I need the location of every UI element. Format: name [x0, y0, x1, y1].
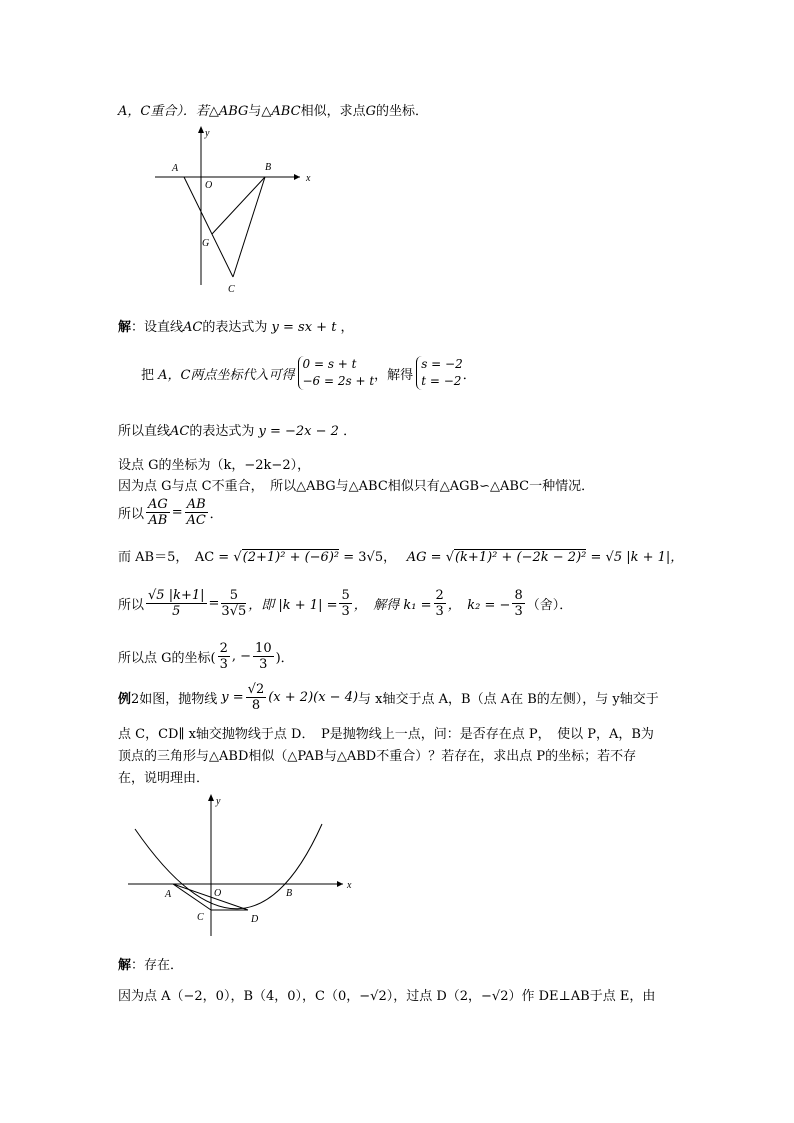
intro-text-1: A，C重合）．若△: [118, 104, 219, 119]
ex2-line1: [118, 682, 659, 713]
fig1-label-y: y: [205, 128, 210, 139]
frac-den: 3: [219, 657, 228, 672]
frac-num: AG: [148, 497, 168, 512]
line3-c: 的表达式为: [189, 424, 255, 439]
fraction-9: [253, 641, 274, 672]
line3-b: AC: [170, 424, 190, 439]
intro-text-6: G: [365, 104, 376, 119]
frac-den: 5: [172, 604, 181, 619]
sol1-heading: 解: [118, 320, 132, 335]
intro-line: [118, 100, 428, 119]
sub-solve: ，解得: [374, 367, 414, 383]
sol2-text-1: ：存在．: [131, 958, 184, 973]
ex2-line4: 在，说明理由．: [118, 771, 210, 786]
ex2-label: 例: [118, 692, 132, 707]
sol1-substitution: 把 A，C两点坐标代入可得 0 = s + t −6 = 2s + t ，解得 s = −2 t = −2 ．: [141, 357, 476, 388]
sol1-line4: 设点 G的坐标为（k，−2k−2），: [118, 458, 311, 473]
sub-pre: 把: [141, 367, 155, 383]
system-2-row-1: s = −2: [421, 357, 463, 371]
figure-1-triangle: [150, 122, 320, 297]
frac-den: AC: [186, 513, 206, 528]
frac-num: 2: [219, 641, 228, 656]
frac-num: AB: [186, 497, 206, 512]
fig1-y-arrow-icon: [198, 126, 204, 133]
fraction-8: [218, 641, 230, 672]
frac-den: 3: [341, 604, 350, 619]
ac-root: (2+1)² + (−6)²: [242, 550, 340, 565]
frac-den: AB: [148, 513, 168, 528]
fig2-label-x: x: [347, 880, 352, 891]
ag-pre: AG =: [406, 550, 442, 565]
sol1-text-1: ：设直线: [131, 320, 184, 335]
frac-den: 3: [259, 657, 268, 672]
line8-k2: ， k₂ = −: [447, 598, 511, 613]
intro-text-2: ABG: [218, 104, 249, 119]
fig1-label-A: A: [172, 163, 179, 174]
system-1-row-1: 0 = s + t: [302, 357, 357, 371]
sol1-equation: y = sx + t: [271, 320, 337, 335]
ex2-fraction: [246, 682, 267, 713]
fraction-5: [339, 588, 351, 619]
sol1-line7: 而 AB＝5， AC = √(2+1)² + (−6)² = 3√5， AG = √(k+1)² + (−2k − 2)² = √5 |k + 1|，: [118, 550, 684, 565]
line9-pre: 所以点 G的坐标(: [118, 651, 216, 666]
sol1-line1: 解：设直线AC的表达式为 y = sx + t ，: [118, 320, 354, 335]
fig2-label-B: B: [286, 888, 293, 899]
fig2-y-arrow-icon: [208, 794, 214, 801]
line8-mid: ，即 |k + 1| =: [248, 598, 338, 613]
fig1-line-BC: [233, 177, 265, 277]
fig2-x-arrow-icon: [337, 881, 343, 887]
system-2-row-2: t = −2: [421, 374, 462, 388]
line7-pre: 而 AB＝5， AC =: [118, 550, 230, 565]
ex2-line3: 顶点的三角形与△ABD相似（△PAB与△ABD不重合）？若存在，求出点 P的坐标；若不存: [118, 749, 637, 764]
fraction-7: [512, 588, 524, 619]
fraction-6: [434, 588, 446, 619]
line3-a: 所以直线: [118, 424, 171, 439]
intro-text-7: 的坐标．: [375, 104, 428, 119]
ag-eq: = √5 |k + 1|，: [590, 550, 684, 565]
line9-mid: , −: [231, 649, 252, 664]
frac-den: 3: [435, 604, 444, 619]
fig2-label-y: y: [216, 796, 221, 807]
frac-num: 2: [435, 588, 444, 603]
line8-pre: 所以: [118, 598, 145, 613]
intro-text-5: 相似，求点: [300, 104, 366, 119]
ex2-line2: 点 C，CD∥ x轴交抛物线于点 D． P是抛物线上一点，问：是否存在点 P， 使以 P，A，B为: [118, 727, 654, 742]
sol1-line3: 所以直线AC的表达式为 y = −2x − 2 ．: [118, 424, 357, 439]
fraction-3: [146, 588, 207, 619]
frac-num: √5 |k+1|: [148, 588, 205, 603]
line8-end: （舍）．: [526, 598, 573, 613]
frac-num: √2: [247, 682, 265, 697]
fig2-line-AC: [173, 884, 211, 910]
system-1-row-2: −6 = 2s + t: [302, 374, 375, 388]
frac-num: 5: [341, 588, 350, 603]
fig1-label-x: x: [306, 173, 311, 184]
system-1: [298, 356, 375, 390]
frac-den: 8: [251, 698, 261, 713]
fig2-label-D: D: [251, 914, 259, 925]
ac-eq: = 3√5，: [343, 550, 390, 565]
sol1-line5: 因为点 G与点 C不重合， 所以△ABG与△ABC相似只有△AGB∽△ABC一种情况．: [118, 479, 595, 494]
fig2-label-C: C: [197, 912, 204, 923]
fig2-label-O: O: [214, 888, 222, 899]
fraction-ab-ac: [185, 497, 208, 528]
fig1-label-C: C: [228, 284, 235, 295]
line9-end: )．: [275, 651, 294, 666]
sol2-line1: [118, 954, 183, 973]
fig1-label-B: B: [265, 162, 272, 173]
fig1-line-BG: [212, 177, 265, 234]
sol1-line6: 所以 $\frac{AG}{AB}$ = $\frac{AB}{AC}$ ．: [118, 497, 223, 528]
fig1-label-O: O: [205, 180, 213, 191]
fig1-x-arrow-icon: [294, 174, 300, 180]
intro-text-3: 与△: [248, 104, 272, 119]
fig1-label-G: G: [202, 238, 210, 249]
ex2-eq-post: (x + 2)(x − 4): [268, 690, 359, 705]
fraction-ag-ab: [146, 497, 170, 528]
figure-2-parabola: [125, 792, 355, 942]
fig1-line-AC: [184, 177, 233, 277]
fraction-4: [221, 588, 246, 619]
frac-den: 3: [514, 604, 523, 619]
ag-root: (k+1)² + (−2k − 2)²: [454, 550, 587, 565]
fig2-label-A: A: [165, 889, 172, 900]
sol2-heading: 解: [118, 958, 132, 973]
sol1-line8: 所以 $\frac{√5 |k+1|}{5}$ = $\frac{5}{3√5}$ ，即 |k + 1| = $\frac{5}{3}$ ， 解得 k₁ = $\frac{2}{3}$ ， k₂ = − $\frac{8}{3}$ （舍）．: [118, 588, 573, 619]
system-2: [416, 356, 463, 390]
ex2-eq-pre: y =: [221, 690, 244, 705]
fig2-parabola-curve: [135, 824, 322, 909]
frac-den: 3√5: [221, 604, 247, 619]
intro-text-4: ABC: [271, 104, 301, 119]
frac-num: 10: [255, 641, 272, 656]
ex2-text-1: 与 x轴交于点 A，B（点 A在 B的左侧），与 y轴交于: [358, 692, 659, 707]
sol1-text-3: 的表达式为: [202, 320, 268, 335]
line6-pre: 所以: [118, 507, 145, 522]
sol2-line2: 因为点 A（−2，0），B（4，0），C（0，−√2），过点 D（2，−√2）作 DE⊥AB于点 E，由: [118, 989, 656, 1004]
sol1-line9: [118, 641, 294, 672]
frac-num: 5: [221, 588, 246, 604]
sub-mid: A，C两点坐标代入可得: [158, 367, 295, 383]
frac-num: 8: [514, 588, 523, 603]
line8-solve: ， 解得 k₁ =: [353, 598, 432, 613]
line3-eq: y = −2x − 2: [258, 424, 339, 439]
sol1-text-2: AC: [183, 320, 203, 335]
ex2-rest: 2如图，抛物线: [131, 692, 218, 707]
